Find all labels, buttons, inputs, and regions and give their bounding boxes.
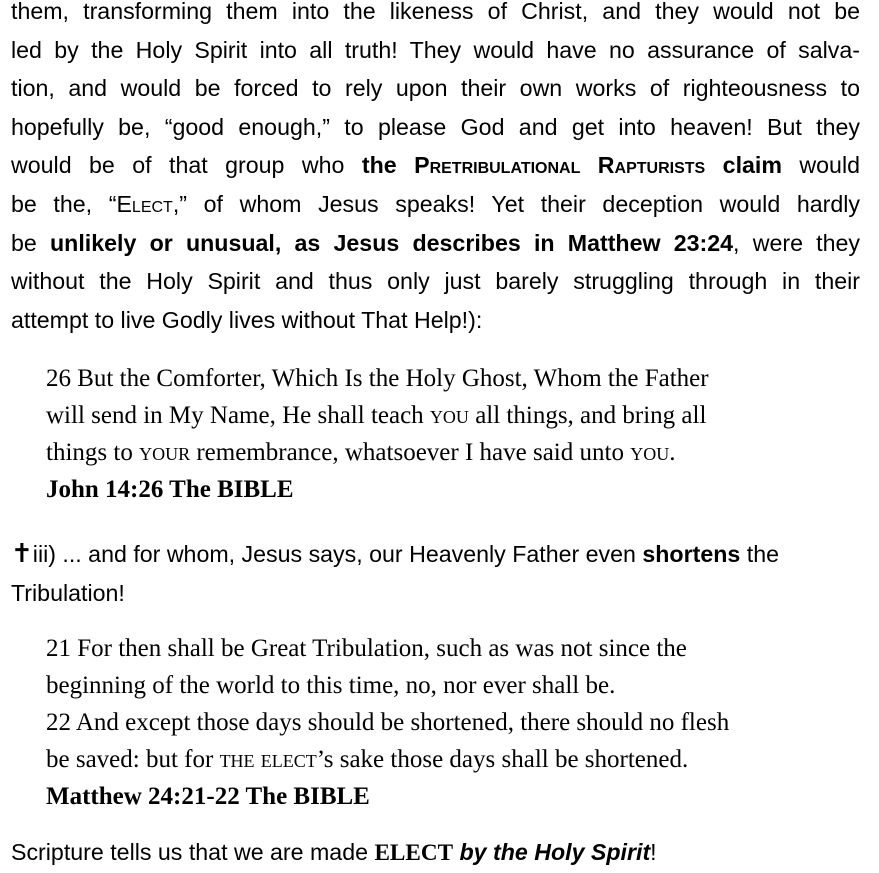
shortens-emphasis: shortens <box>642 541 741 567</box>
paragraph-2-line-2: Tribulation! <box>11 579 125 606</box>
pretribulational-rapturists-emphasis: Pretribulational Rapturists <box>414 152 706 179</box>
paragraph-1-line-8: without the Holy Spirit and thus only just barely struggling through in their <box>11 268 860 295</box>
text-run: the <box>740 541 779 567</box>
holy-spirit-emphasis: by the Holy Spirit <box>453 839 651 865</box>
paragraph-2 <box>11 535 860 612</box>
paragraph-3-line-1 <box>11 833 860 872</box>
paragraph-1-line-7 <box>11 224 860 263</box>
paragraph-1-line-9: attempt to live Godly lives without That Help!): <box>11 306 483 333</box>
matthew-reference-emphasis: unlikely or unusual, as Jesus describes in Matthew 23:24 <box>50 229 734 256</box>
text-run: be saved: but for <box>46 746 220 773</box>
text-run: remembrance, whatsoever I have said unto <box>190 439 631 466</box>
paragraph-1 <box>11 0 860 339</box>
paragraph-1-line-5 <box>11 146 860 185</box>
scripture-reference: John 14:26 The BIBLE <box>46 476 294 503</box>
text-run: , were they <box>733 229 860 256</box>
quote-line: 22 And except those days should be shortened, there should no flesh <box>46 709 730 736</box>
text-run: would <box>781 152 860 179</box>
text-run: all things, and bring all <box>468 402 707 429</box>
text-run: would be of that group who <box>11 152 362 179</box>
claim-emphasis: claim <box>705 152 782 179</box>
elect-small-caps: Elect <box>116 190 173 217</box>
quote-line <box>46 397 856 434</box>
text-run: iii) ... and for whom, Jesus says, our Heavenly Father even <box>32 541 643 567</box>
emphasis-run: the <box>361 152 415 179</box>
text-run: ’s sake those days shall be shortened. <box>316 746 689 773</box>
quote-line <box>46 434 856 471</box>
paragraph-3 <box>11 833 860 872</box>
paragraph-1-line-6 <box>11 185 860 224</box>
your-small-caps: your <box>139 439 191 466</box>
quote-line <box>46 741 856 778</box>
paragraph-1-line-3: tion, and would be forced to rely upon their own works of righteousness to <box>11 75 860 102</box>
text-run: Scripture tells us that we are made <box>11 839 375 865</box>
text-run: . <box>669 439 676 466</box>
quote-line: 26 But the Comforter, Which Is the Holy Ghost, Whom the Father <box>46 365 709 392</box>
cross-icon: ✝ <box>11 539 33 569</box>
elect-emphasis: ELECT <box>374 840 454 866</box>
paragraph-1-line-4: hopefully be, “good enough,” to please God and get into heaven! But they <box>11 113 860 140</box>
text-run: ,” of whom Jesus speaks! Yet their deception would hardly <box>172 190 860 217</box>
text-run: ! <box>650 839 657 865</box>
paragraph-2-line-1 <box>11 535 860 574</box>
you-small-caps: you <box>429 402 469 429</box>
text-run: will send in My Name, He shall teach <box>46 402 430 429</box>
paragraph-1-line-2: led by the Holy Spirit into all truth! They would have no assurance of salva- <box>11 36 860 63</box>
text-run: be <box>11 229 51 256</box>
text-run: things to <box>46 439 140 466</box>
text-run: be the, “ <box>11 190 117 217</box>
scripture-quote-john <box>46 360 856 508</box>
scripture-quote-matthew <box>46 630 856 815</box>
quote-line: 21 For then shall be Great Tribulation, such as was not since the <box>46 635 687 662</box>
the-elect-small-caps: the elect <box>219 746 317 773</box>
quote-line: beginning of the world to this time, no, nor ever shall be. <box>46 672 616 699</box>
you-small-caps: you <box>630 439 670 466</box>
paragraph-1-line-1: them, transforming them into the likeness of Christ, and they would not be <box>11 0 860 24</box>
scripture-reference: Matthew 24:21-22 The BIBLE <box>46 783 370 810</box>
